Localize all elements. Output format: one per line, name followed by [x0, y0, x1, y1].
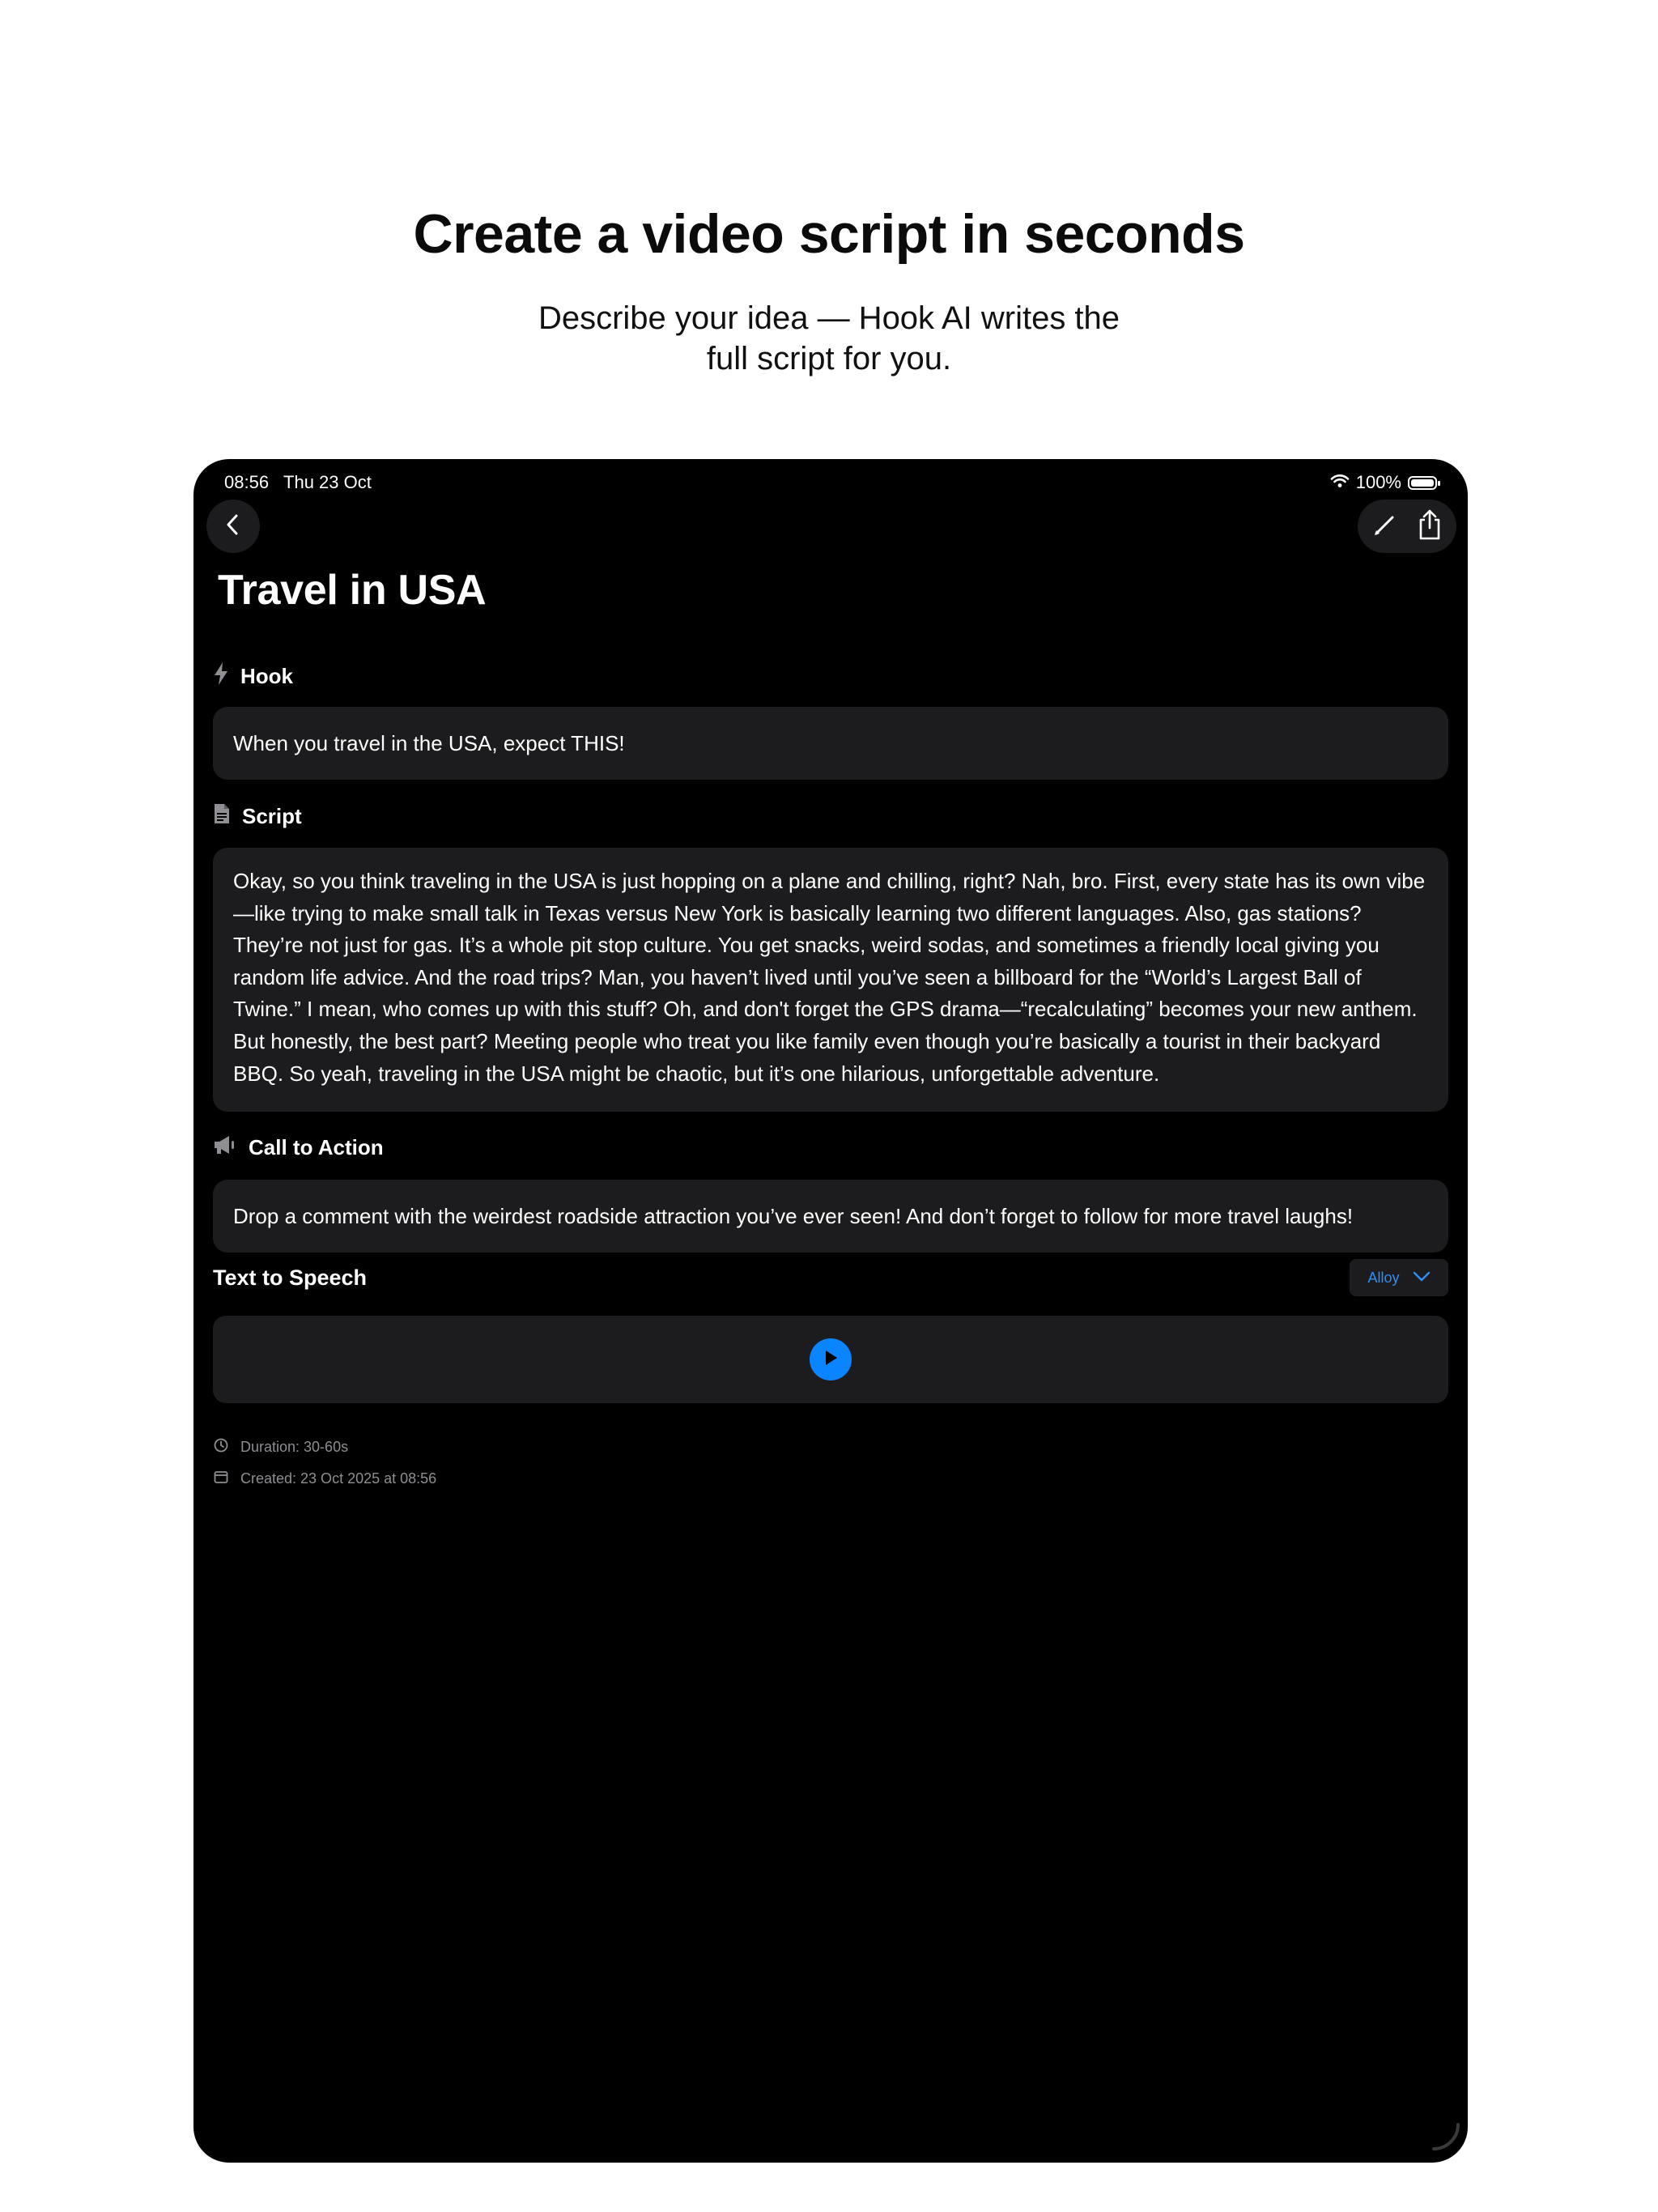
script-line: Twine.” I mean, who comes up with this stuff? Oh, and don't forget the GPS drama—“recalculating” becomes your new anthem.: [233, 997, 1418, 1022]
pencil-icon: [1371, 511, 1399, 542]
marketing-headline: Create a video script in seconds: [413, 203, 1245, 265]
cta-label: Call to Action: [249, 1135, 384, 1159]
chevron-down-icon: [1413, 1270, 1431, 1287]
hook-card: [213, 707, 1448, 780]
status-date: Thu 23 Oct: [283, 472, 372, 492]
share-icon: [1416, 508, 1443, 545]
status-time-date: [224, 472, 372, 493]
device-screen: [193, 459, 1468, 2163]
page-title: Travel in USA: [218, 567, 487, 614]
bolt-icon: [213, 661, 229, 691]
created-text: Created: 23 Oct 2025 at 08:56: [240, 1470, 437, 1487]
corner-resize-icon: [1429, 2120, 1461, 2156]
audio-player: [213, 1316, 1448, 1403]
status-indicators: [1330, 472, 1437, 493]
document-icon: [213, 802, 231, 831]
cta-text: Drop a comment with the weirdest roadside attraction you’ve ever seen! And don’t forget to follow for more travel laughs!: [233, 1203, 1354, 1228]
wifi-icon: [1330, 472, 1350, 493]
created-row: [213, 1469, 436, 1489]
edit-button[interactable]: [1365, 506, 1405, 547]
battery-icon: [1408, 476, 1437, 490]
hook-label: Hook: [240, 664, 293, 688]
script-label: Script: [242, 804, 302, 828]
play-button[interactable]: [810, 1338, 852, 1380]
voice-select-value: Alloy: [1367, 1269, 1400, 1286]
marketing-subhead: [424, 298, 1234, 379]
play-icon: [823, 1349, 839, 1371]
subhead-line-1: Describe your idea — Hook AI writes the: [538, 300, 1120, 336]
script-line: Okay, so you think traveling in the USA is just hopping on a plane and chilling, right? Nah, bro. First, every state has its own vibe: [233, 869, 1426, 893]
script-line: BBQ. So yeah, traveling in the USA might be chaotic, but it’s one hilarious, unforgettable adventure.: [233, 1061, 1160, 1086]
duration-row: [213, 1437, 348, 1457]
status-time: 08:56: [224, 472, 270, 492]
megaphone-icon: [213, 1134, 237, 1161]
script-section-label: [213, 802, 302, 831]
voice-select[interactable]: [1350, 1259, 1448, 1296]
script-line: They’re not just for gas. It’s a whole pit stop culture. You get snacks, weird sodas, and sometimes a friendly local giving you: [233, 933, 1380, 958]
back-button[interactable]: [206, 500, 260, 553]
calendar-icon: [213, 1469, 229, 1489]
chevron-left-icon: [224, 513, 242, 541]
script-line: random life advice. And the road trips? Man, you haven’t lived until you’ve seen a billboard for the “World’s Largest Ball of: [233, 964, 1362, 989]
cta-section-label: [213, 1134, 384, 1161]
script-line: —like trying to make small talk in Texas versus New York is basically learning two different languages. Also, gas stations?: [233, 900, 1362, 925]
subhead-line-2: full script for you.: [706, 341, 952, 376]
share-button[interactable]: [1409, 506, 1450, 547]
hook-text: When you travel in the USA, expect THIS!: [233, 730, 625, 755]
battery-percent: 100%: [1355, 472, 1401, 492]
hook-section-label: [213, 661, 293, 691]
script-line: But honestly, the best part? Meeting people who treat you like family even though you’re basically a tourist in their backyard: [233, 1028, 1381, 1053]
cta-card: [213, 1180, 1448, 1253]
timer-icon: [213, 1437, 229, 1457]
duration-text: Duration: 30-60s: [240, 1439, 349, 1455]
toolbar-actions: [1358, 500, 1456, 553]
tts-label: Text to Speech: [213, 1266, 368, 1290]
script-card: [213, 848, 1448, 1112]
